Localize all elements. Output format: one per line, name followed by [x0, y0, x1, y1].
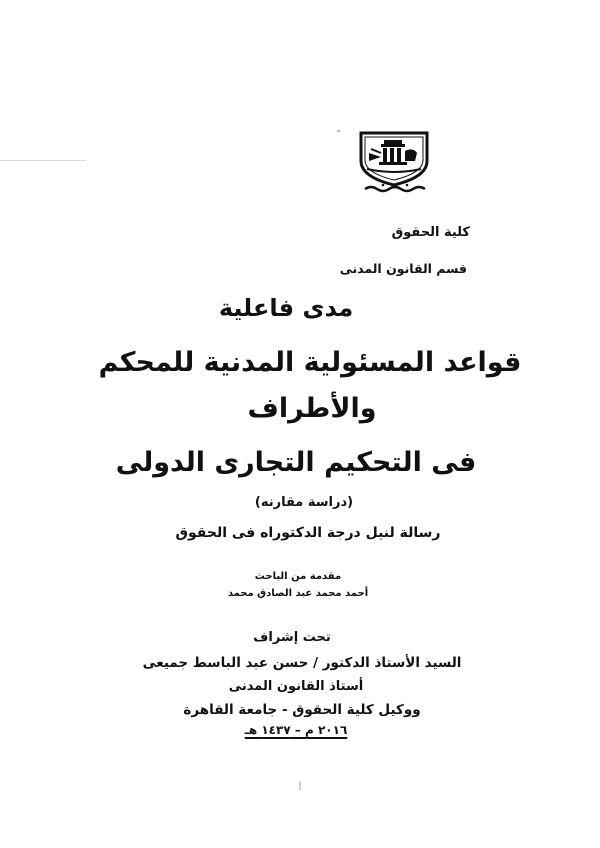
supervisor-name: السيد الأستاذ الدكتور / حسن عبد الباسط جميعى: [142, 655, 462, 671]
page-marker: أ: [298, 783, 302, 793]
thesis-title-line-4: فى التحكيم التجارى الدولى: [115, 447, 477, 478]
thesis-purpose: رسالة لنيل درجة الدكتوراه فى الحقوق: [175, 525, 441, 541]
supervision-label: تحت إشراف: [253, 630, 331, 645]
scan-artifact: [337, 130, 340, 132]
study-type: (دراسة مقارنه): [254, 495, 354, 510]
thesis-date: ٢٠١٦ م – ١٤٣٧ هـ: [244, 723, 348, 737]
researcher-name: أحمد محمد عبد الصادق محمد: [227, 588, 369, 599]
thesis-title-line-1: مدى فاعلية: [218, 294, 354, 322]
supervisor-position: أستاذ القانون المدنى: [228, 679, 364, 694]
faculty-name: كلية الحقوق: [391, 225, 470, 240]
department-name: قسم القانون المدنى: [339, 261, 467, 276]
presented-by-label: مقدمة من الباحث: [254, 571, 342, 582]
university-logo: [357, 131, 433, 195]
thesis-title-line-2: قواعد المسئولية المدنية للمحكم: [98, 347, 522, 378]
supervisor-role: ووكيل كلية الحقوق - جامعة القاهرة: [183, 702, 421, 718]
thesis-title-line-3: والأطراف: [247, 393, 377, 424]
scan-artifact: [0, 160, 86, 161]
cairo-university-emblem-icon: [357, 131, 433, 195]
